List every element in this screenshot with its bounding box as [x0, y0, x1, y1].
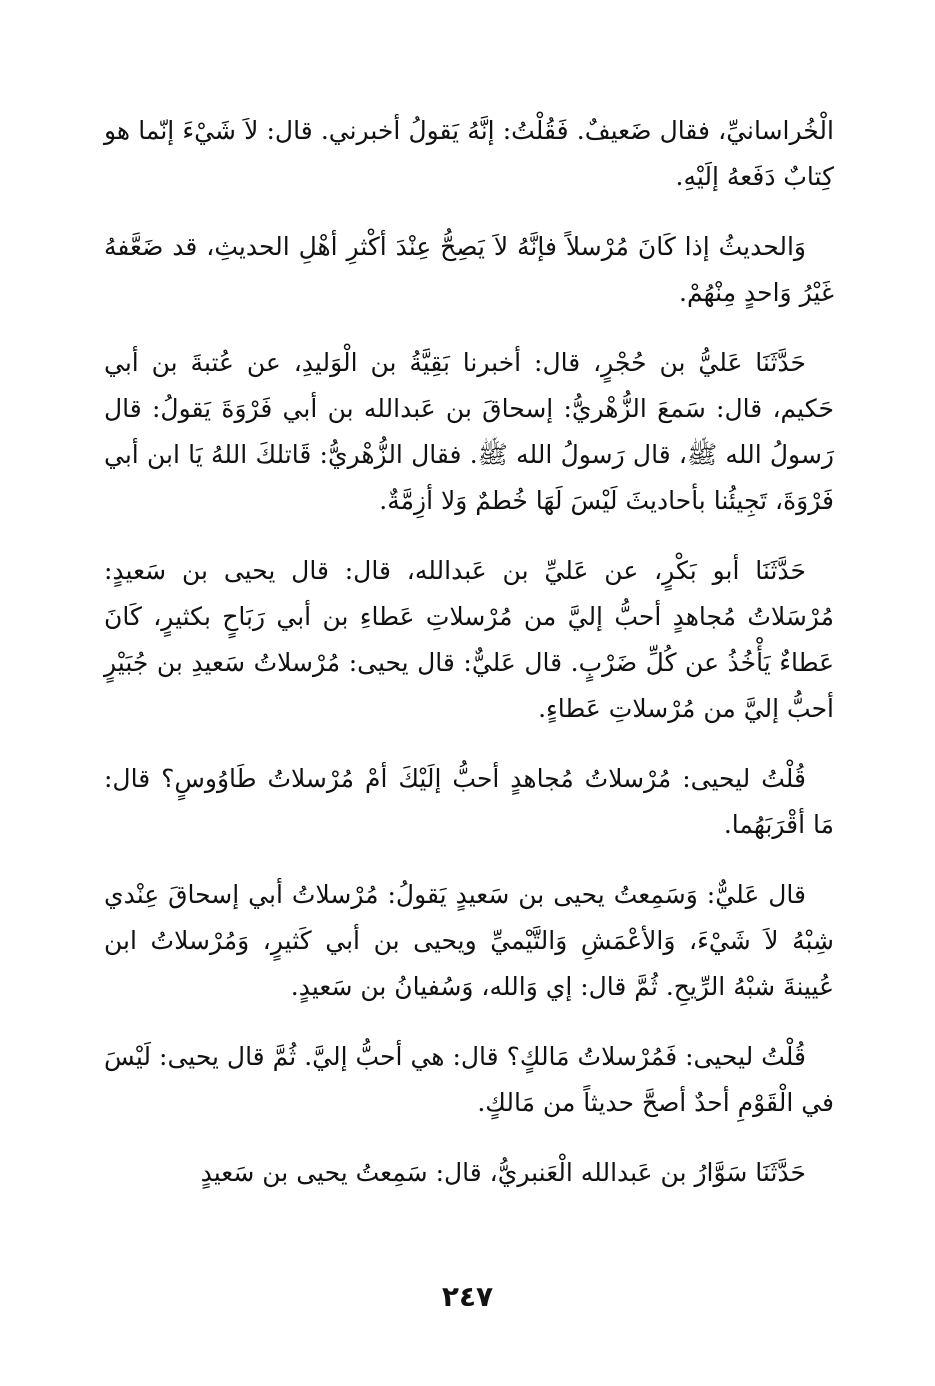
paragraph-6: قال عَليٌّ: وَسَمِعتُ يحيى بن سَعيدٍ يَقولُ: مُرْسلاتُ أبي إسحاقَ عِنْدي شِبْهُ لاَ شَيْءَ، وَالأعْمَشِ وَالتَّيْميِّ ويحيى بن أبي كَثيرٍ، وَمُرْسلاتُ ابن عُيينةَ شبْهُ الرِّيحِ. ثُمَّ قال: إي وَالله، وَسُفيانُ بن سَعيدٍ. [104, 880, 834, 1001]
paragraph-5: قُلْتُ ليحيى: مُرْسلاتُ مُجاهدٍ أحبُّ إلَيْكَ أمْ مُرْسلاتُ طَاوُوسٍ؟ قال: مَا أقْرَبَهُما. [104, 764, 834, 839]
page-body [104, 108, 834, 1220]
paragraph-7: قُلْتُ ليحيى: فَمُرْسلاتُ مَالكٍ؟ قال: هي أحبُّ إليَّ. ثُمَّ قال يحيى: لَيْسَ في الْقَوْمِ أحدٌ أصحَّ حديثاً من مَالكٍ. [104, 1042, 834, 1117]
paragraph-1: الْخُراسانيِّ، فقال ضَعيفٌ. فَقُلْتُ: إنَّهُ يَقولُ أخبرني. قال: لاَ شَيْءَ إنّما هو كِتابٌ دَفَعهُ إلَيْهِ. [104, 116, 834, 191]
paragraph-2: وَالحديثُ إذا كَانَ مُرْسلاً فإنَّهُ لاَ يَصِحُّ عِنْدَ أكْثرِ أهْلِ الحديثِ، قد ضَعَّفهُ غَيْرُ وَاحدٍ مِنْهُمْ. [104, 232, 834, 307]
paragraph-3: حَدَّثَنَا عَليُّ بن حُجْرٍ، قال: أخبرنا بَقِيَّةُ بن الْوَليدِ، عن عُتبةَ بن أبي حَكيم، قال: سَمعَ الزُّهْريُّ: إسحاقَ بن عَبدالله بن أبي فَرْوَةَ يَقولُ: قال رَسولُ الله ﷺ، قال رَسولُ الله ﷺ. فقال الزُّهْريُّ: قَاتلكَ اللهُ يَا ابن أبي فَرْوَةَ، تَجِيئُنا بأحاديثَ لَيْسَ لَهَا خُطمٌ وَلا أزِمَّةٌ. [104, 348, 834, 515]
paragraph-4: حَدَّثَنَا أبو بَكْرٍ، عن عَليِّ بن عَبدالله، قال: قال يحيى بن سَعيدٍ: مُرْسَلاتُ مُجاهدٍ أحبُّ إليَّ من مُرْسلاتِ عَطاءِ بن أبي رَبَاحٍ بكثيرٍ، كَانَ عَطاءٌ يَأْخُذُ عن كُلِّ ضَرْبٍ. قال عَليٌّ: قال يحيى: مُرْسلاتُ سَعيدِ بن جُبَيْرٍ أحبُّ إليَّ من مُرْسلاتِ عَطاءٍ. [104, 556, 834, 723]
page-number: ٢٤٧ [441, 1280, 494, 1313]
paragraph-8: حَدَّثَنَا سَوَّارُ بن عَبدالله الْعَنبريُّ، قال: سَمِعتُ يحيى بن سَعيدٍ [200, 1158, 806, 1187]
